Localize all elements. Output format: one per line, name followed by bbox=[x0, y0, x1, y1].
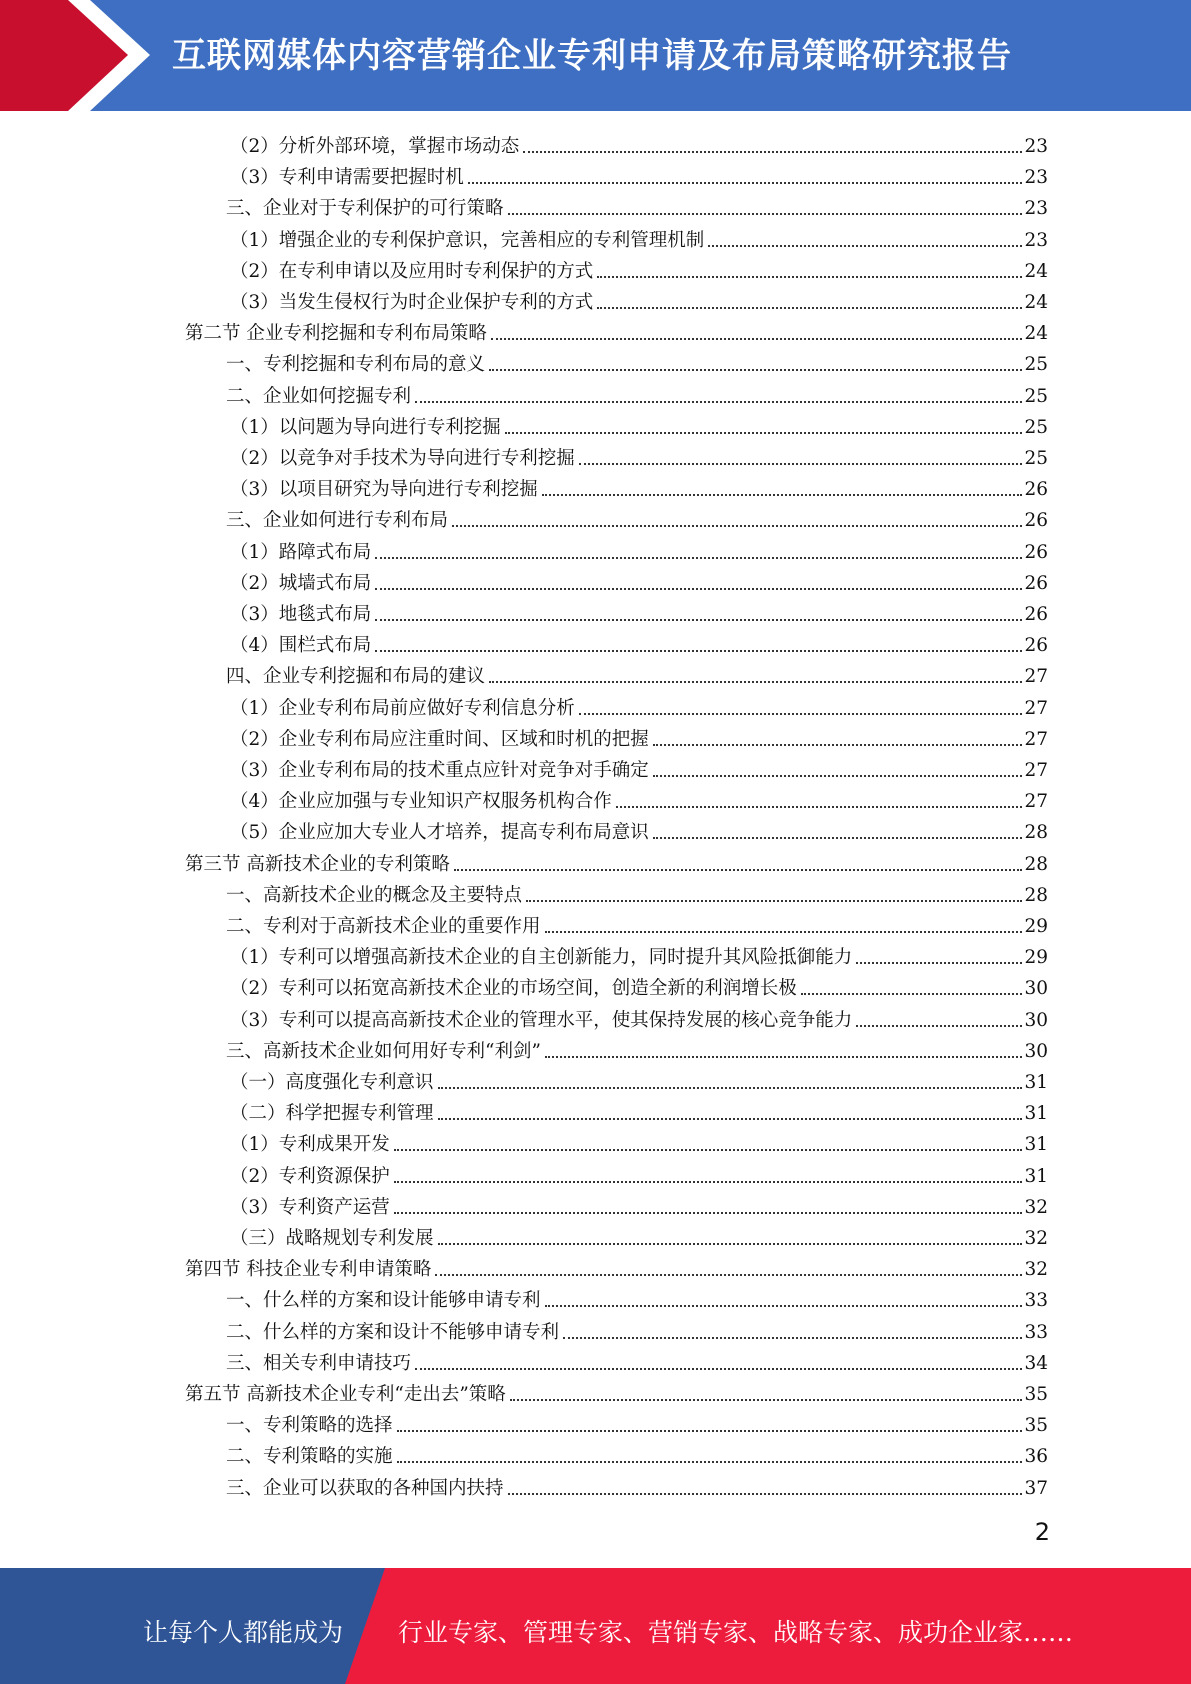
toc-dot-leader bbox=[375, 557, 1022, 559]
toc-dot-leader bbox=[508, 1493, 1023, 1495]
toc-entry[interactable] bbox=[230, 440, 1048, 471]
report-title: 互联网媒体内容营销企业专利申请及布局策略研究报告 bbox=[172, 36, 1012, 76]
toc-dot-leader bbox=[505, 432, 1023, 434]
toc-entry-label: 第五节 高新技术企业专利“走出去”策略 bbox=[185, 1384, 506, 1405]
footer-slogan: 让每个人都能成为 bbox=[143, 1618, 344, 1647]
toc-entry[interactable] bbox=[230, 565, 1048, 596]
toc-entry-label: 一、高新技术企业的概念及主要特点 bbox=[226, 884, 523, 906]
toc-entry[interactable] bbox=[230, 690, 1048, 721]
toc-dot-leader bbox=[708, 245, 1022, 247]
toc-entry[interactable] bbox=[230, 1002, 1048, 1033]
toc-entry-page: 26 bbox=[1024, 510, 1048, 532]
toc-dot-leader bbox=[375, 650, 1022, 652]
toc-entry-page: 23 bbox=[1024, 229, 1048, 251]
toc-dot-leader bbox=[394, 1212, 1023, 1214]
toc-entry-label: （3）当发生侵权行为时企业保护专利的方式 bbox=[230, 292, 594, 313]
toc-dot-leader bbox=[438, 1118, 1023, 1120]
toc-entry[interactable] bbox=[226, 378, 1048, 409]
toc-entry[interactable] bbox=[226, 658, 1048, 689]
toc-dot-leader bbox=[510, 1399, 1023, 1401]
toc-dot-leader bbox=[579, 713, 1023, 715]
toc-entry-page: 31 bbox=[1024, 1103, 1048, 1125]
toc-entry-page: 24 bbox=[1024, 292, 1048, 313]
toc-entry[interactable] bbox=[226, 1345, 1048, 1376]
toc-entry[interactable] bbox=[230, 1095, 1048, 1126]
toc-entry-page: 25 bbox=[1024, 416, 1048, 438]
toc-entry[interactable] bbox=[230, 1220, 1048, 1251]
toc-dot-leader bbox=[489, 681, 1022, 683]
toc-entry-label: （3）地毯式布局 bbox=[230, 604, 372, 625]
toc-dot-leader bbox=[856, 1025, 1022, 1027]
toc-entry-page: 23 bbox=[1024, 167, 1048, 189]
toc-entry-page: 30 bbox=[1024, 978, 1048, 1000]
toc-entry-page: 27 bbox=[1024, 791, 1048, 813]
footer-roles: 行业专家、管理专家、营销专家、战略专家、成功企业家…… bbox=[398, 1618, 1074, 1647]
toc-entry-page: 28 bbox=[1024, 853, 1048, 875]
toc-entry[interactable] bbox=[230, 471, 1048, 502]
toc-entry-page: 37 bbox=[1024, 1477, 1048, 1499]
toc-entry-label: 二、专利策略的实施 bbox=[226, 1446, 393, 1468]
toc-entry[interactable] bbox=[185, 315, 1048, 346]
toc-entry[interactable] bbox=[230, 222, 1048, 253]
toc-entry-page: 25 bbox=[1024, 354, 1048, 376]
report-header bbox=[0, 0, 1191, 111]
toc-dot-leader bbox=[597, 307, 1022, 309]
toc-entry[interactable] bbox=[230, 128, 1048, 159]
toc-entry-label: （3）专利可以提高高新技术企业的管理水平，使其保持发展的核心竞争能力 bbox=[230, 1009, 853, 1031]
toc-entry-label: （二）科学把握专利管理 bbox=[230, 1103, 434, 1125]
toc-entry[interactable] bbox=[226, 1470, 1048, 1501]
toc-entry-label: （3）以项目研究为导向进行专利挖掘 bbox=[230, 479, 538, 501]
toc-entry-label: 一、专利挖掘和专利布局的意义 bbox=[226, 354, 486, 376]
toc-entry[interactable] bbox=[226, 1314, 1048, 1345]
toc-entry[interactable] bbox=[230, 1158, 1048, 1189]
toc-entry[interactable] bbox=[230, 253, 1048, 284]
toc-entry[interactable] bbox=[226, 877, 1048, 908]
toc-entry[interactable] bbox=[230, 534, 1048, 565]
toc-entry-page: 24 bbox=[1024, 323, 1048, 345]
toc-entry[interactable] bbox=[230, 814, 1048, 845]
toc-entry-page: 26 bbox=[1024, 604, 1048, 625]
toc-entry-label: 第四节 科技企业专利申请策略 bbox=[185, 1259, 432, 1281]
toc-entry-page: 26 bbox=[1024, 479, 1048, 501]
toc-entry-page: 32 bbox=[1024, 1228, 1048, 1249]
toc-dot-leader bbox=[438, 1087, 1023, 1089]
toc-entry-label: （2）在专利申请以及应用时专利保护的方式 bbox=[230, 260, 594, 282]
toc-entry-page: 31 bbox=[1024, 1134, 1048, 1156]
toc-entry-page: 27 bbox=[1024, 697, 1048, 719]
toc-entry[interactable] bbox=[226, 1438, 1048, 1469]
toc-dot-leader bbox=[435, 1274, 1022, 1276]
toc-dot-leader bbox=[526, 900, 1022, 902]
toc-entry-page: 35 bbox=[1024, 1415, 1048, 1437]
toc-dot-leader bbox=[801, 993, 1023, 995]
toc-entry-page: 34 bbox=[1024, 1352, 1048, 1374]
toc-entry-page: 30 bbox=[1024, 1040, 1048, 1062]
toc-dot-leader bbox=[563, 1337, 1022, 1339]
toc-entry-label: （1）企业专利布局前应做好专利信息分析 bbox=[230, 697, 575, 719]
toc-dot-leader bbox=[454, 869, 1023, 871]
toc-entry[interactable] bbox=[226, 1033, 1048, 1064]
toc-dot-leader bbox=[489, 369, 1022, 371]
toc-entry-page: 35 bbox=[1024, 1384, 1048, 1405]
toc-dot-leader bbox=[545, 931, 1023, 933]
toc-entry-label: 二、企业如何挖掘专利 bbox=[226, 385, 412, 407]
page-number: 2 bbox=[1034, 1518, 1050, 1546]
toc-entry[interactable] bbox=[226, 346, 1048, 377]
toc-entry-label: （4）企业应加强与专业知识产权服务机构合作 bbox=[230, 791, 612, 813]
toc-entry-page: 26 bbox=[1024, 572, 1048, 594]
toc-entry[interactable] bbox=[230, 409, 1048, 440]
toc-entry-page: 25 bbox=[1024, 448, 1048, 469]
toc-entry-page: 27 bbox=[1024, 728, 1048, 750]
toc-entry[interactable] bbox=[230, 596, 1048, 627]
toc-entry-page: 29 bbox=[1024, 916, 1048, 937]
toc-dot-leader bbox=[523, 151, 1022, 153]
toc-entry-label: （一）高度强化专利意识 bbox=[230, 1072, 434, 1093]
toc-entry[interactable] bbox=[230, 284, 1048, 315]
toc-entry-label: 三、企业如何进行专利布局 bbox=[226, 510, 449, 532]
toc-dot-leader bbox=[397, 1461, 1023, 1463]
toc-dot-leader bbox=[545, 1305, 1023, 1307]
toc-entry-label: （2）分析外部环境，掌握市场动态 bbox=[230, 136, 520, 157]
toc-dot-leader bbox=[394, 1181, 1023, 1183]
toc-entry-page: 31 bbox=[1024, 1165, 1048, 1187]
toc-entry-label: （1）专利成果开发 bbox=[230, 1134, 390, 1156]
toc-entry[interactable] bbox=[230, 752, 1048, 783]
toc-dot-leader bbox=[468, 182, 1023, 184]
toc-entry-label: 一、什么样的方案和设计能够申请专利 bbox=[226, 1290, 541, 1312]
report-footer bbox=[0, 1568, 1191, 1684]
toc-dot-leader bbox=[856, 962, 1022, 964]
toc-entry-label: （1）以问题为导向进行专利挖掘 bbox=[230, 416, 501, 438]
toc-entry-page: 24 bbox=[1024, 260, 1048, 282]
toc-entry[interactable] bbox=[226, 502, 1048, 533]
toc-entry-page: 23 bbox=[1024, 136, 1048, 157]
toc-entry-label: （1）路障式布局 bbox=[230, 541, 372, 563]
toc-entry-page: 27 bbox=[1024, 666, 1048, 688]
toc-dot-leader bbox=[415, 401, 1022, 403]
toc-dot-leader bbox=[394, 1149, 1023, 1151]
toc-entry-label: 二、专利对于高新技术企业的重要作用 bbox=[226, 916, 541, 937]
toc-entry[interactable] bbox=[230, 783, 1048, 814]
toc-dot-leader bbox=[397, 1430, 1023, 1432]
toc-entry-page: 31 bbox=[1024, 1072, 1048, 1093]
toc-entry-page: 26 bbox=[1024, 635, 1048, 657]
toc-dot-leader bbox=[375, 588, 1022, 590]
toc-entry-page: 26 bbox=[1024, 541, 1048, 563]
toc-dot-leader bbox=[545, 1056, 1023, 1058]
toc-entry-page: 36 bbox=[1024, 1446, 1048, 1468]
toc-entry-label: 三、企业可以获取的各种国内扶持 bbox=[226, 1477, 504, 1499]
toc-entry[interactable] bbox=[230, 1064, 1048, 1095]
toc-entry-label: 第二节 企业专利挖掘和专利布局策略 bbox=[185, 323, 487, 345]
toc-entry-page: 33 bbox=[1024, 1290, 1048, 1312]
toc-entry[interactable] bbox=[230, 970, 1048, 1001]
toc-entry-label: （2）专利可以拓宽高新技术企业的市场空间，创造全新的利润增长极 bbox=[230, 978, 797, 1000]
toc-entry-label: （4）围栏式布局 bbox=[230, 635, 372, 657]
toc-entry[interactable] bbox=[226, 190, 1048, 221]
toc-entry-label: （2）城墙式布局 bbox=[230, 572, 372, 594]
toc-entry-page: 27 bbox=[1024, 760, 1048, 781]
toc-dot-leader bbox=[452, 525, 1022, 527]
toc-entry-label: 第三节 高新技术企业的专利策略 bbox=[185, 853, 450, 875]
toc-entry[interactable] bbox=[226, 1407, 1048, 1438]
toc-entry-label: （2）企业专利布局应注重时间、区域和时机的把握 bbox=[230, 728, 649, 750]
toc-entry[interactable] bbox=[185, 846, 1048, 877]
toc-entry-page: 32 bbox=[1024, 1259, 1048, 1281]
toc-dot-leader bbox=[508, 213, 1023, 215]
toc-entry[interactable] bbox=[230, 1189, 1048, 1220]
toc-entry-label: （3）企业专利布局的技术重点应针对竞争对手确定 bbox=[230, 760, 649, 781]
toc-dot-leader bbox=[597, 276, 1022, 278]
toc-entry-label: （5）企业应加大专业人才培养，提高专利布局意识 bbox=[230, 822, 649, 844]
toc-dot-leader bbox=[653, 775, 1023, 777]
toc-entry[interactable] bbox=[230, 939, 1048, 970]
toc-entry-label: （1）增强企业的专利保护意识，完善相应的专利管理机制 bbox=[230, 229, 705, 251]
toc-dot-leader bbox=[375, 619, 1022, 621]
toc-entry-page: 23 bbox=[1024, 198, 1048, 220]
toc-entry-page: 32 bbox=[1024, 1196, 1048, 1218]
toc-entry-page: 28 bbox=[1024, 884, 1048, 906]
toc-entry-page: 33 bbox=[1024, 1321, 1048, 1343]
toc-dot-leader bbox=[653, 744, 1023, 746]
toc-entry-page: 29 bbox=[1024, 947, 1048, 969]
toc-entry[interactable] bbox=[230, 721, 1048, 752]
toc-entry-label: （三）战略规划专利发展 bbox=[230, 1228, 434, 1249]
toc-entry-page: 25 bbox=[1024, 385, 1048, 407]
toc-dot-leader bbox=[579, 463, 1023, 465]
toc-entry[interactable] bbox=[230, 1126, 1048, 1157]
toc-dot-leader bbox=[438, 1243, 1023, 1245]
toc-entry-label: 三、企业对于专利保护的可行策略 bbox=[226, 198, 504, 220]
toc-entry-label: （3）专利资产运营 bbox=[230, 1196, 390, 1218]
toc-entry-label: 三、相关专利申请技巧 bbox=[226, 1352, 412, 1374]
toc-entry[interactable] bbox=[230, 159, 1048, 190]
toc-entry-page: 30 bbox=[1024, 1009, 1048, 1031]
toc-dot-leader bbox=[415, 1368, 1022, 1370]
toc-entry-label: 四、企业专利挖掘和布局的建议 bbox=[226, 666, 486, 688]
toc-entry-label: 一、专利策略的选择 bbox=[226, 1415, 393, 1437]
toc-dot-leader bbox=[653, 837, 1023, 839]
toc-dot-leader bbox=[491, 338, 1023, 340]
toc-entry-page: 28 bbox=[1024, 822, 1048, 844]
toc-dot-leader bbox=[542, 494, 1023, 496]
toc-dot-leader bbox=[616, 806, 1023, 808]
toc-entry[interactable] bbox=[230, 627, 1048, 658]
toc-entry[interactable] bbox=[226, 1282, 1048, 1313]
toc-entry-label: （1）专利可以增强高新技术企业的自主创新能力，同时提升其风险抵御能力 bbox=[230, 947, 853, 969]
toc-entry[interactable] bbox=[226, 908, 1048, 939]
toc-entry-label: 二、什么样的方案和设计不能够申请专利 bbox=[226, 1321, 560, 1343]
toc-entry[interactable] bbox=[185, 1251, 1048, 1282]
toc-entry-label: 三、高新技术企业如何用好专利“利剑” bbox=[226, 1040, 541, 1062]
toc-entry-label: （2）专利资源保护 bbox=[230, 1165, 390, 1187]
toc-entry[interactable] bbox=[185, 1376, 1048, 1407]
toc-entry-label: （2）以竞争对手技术为导向进行专利挖掘 bbox=[230, 448, 575, 469]
toc-entry-label: （3）专利申请需要把握时机 bbox=[230, 167, 464, 189]
